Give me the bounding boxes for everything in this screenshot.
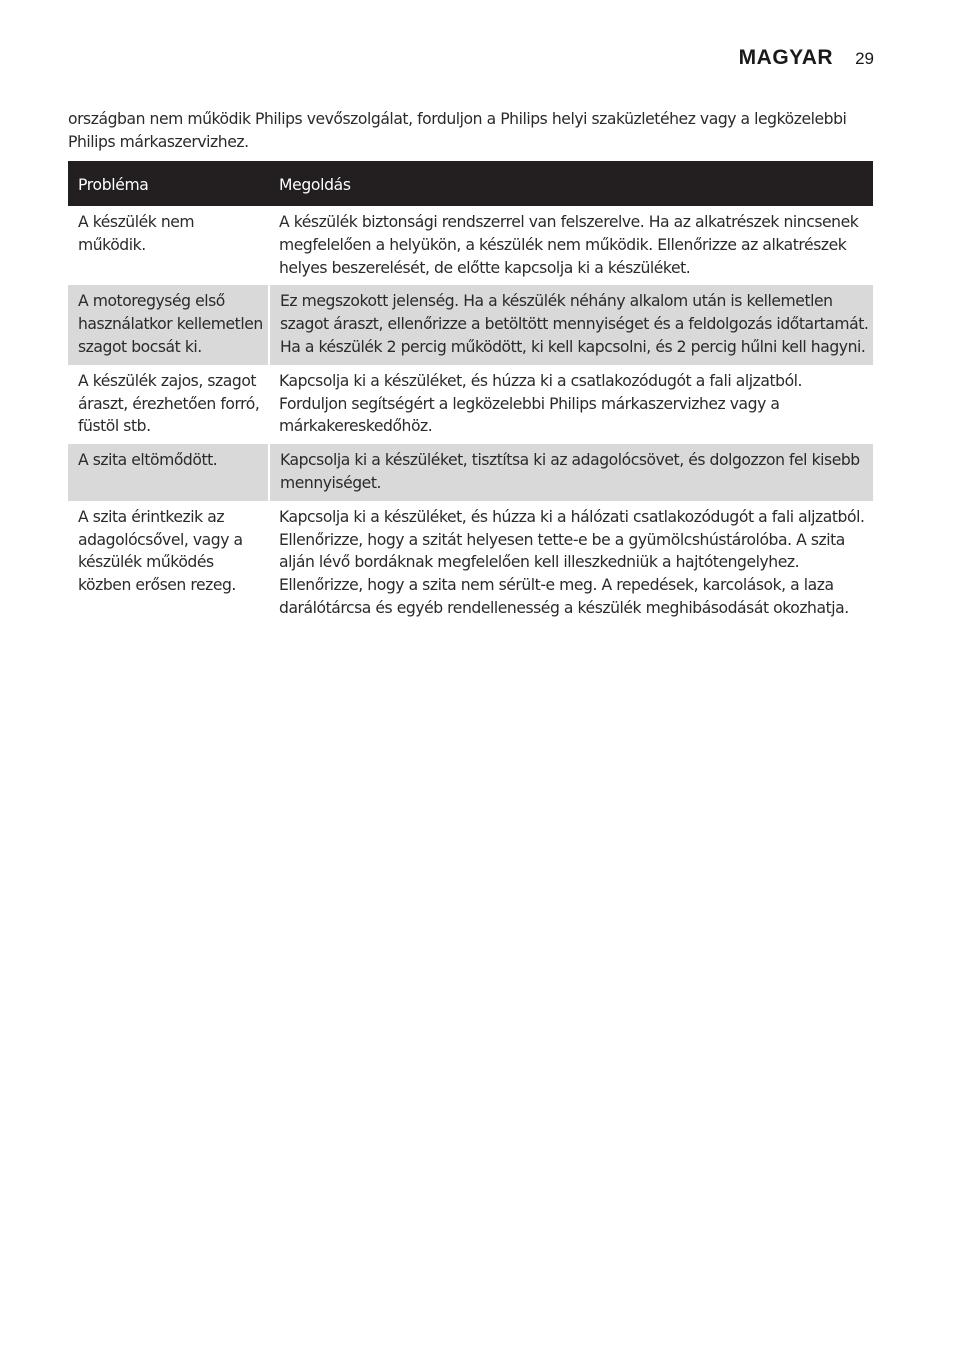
problem-cell: A motoregység első használatkor kellemetlen szagot bocsát ki. — [68, 285, 269, 364]
page-number: 29 — [855, 49, 874, 68]
solution-cell: Kapcsolja ki a készüléket, tisztítsa ki az adagolócsövet, és dolgozzon fel kisebb mennyiséget. — [269, 444, 873, 501]
solution-cell: A készülék biztonsági rendszerrel van felszerelve. Ha az alkatrészek nincsenek megfelelően a helyükön, a készülék nem működik. Ellenőrizze az alkatrészek helyes beszerelését, de előtte kapcsolja ki a készüléket. — [279, 213, 859, 277]
problem-cell: A szita érintkezik az adagolócsővel, vagy a készülék működés közben erősen rezeg. — [78, 507, 243, 595]
table-row — [68, 206, 873, 285]
table-row — [68, 285, 873, 364]
problem-cell: A készülék nem működik. — [78, 213, 195, 254]
problem-cell: A készülék zajos, szagot áraszt, érezhetően forró, füstöl stb. — [78, 371, 260, 436]
table-row — [68, 444, 873, 501]
solution-cell: Kapcsolja ki a készüléket, és húzza ki a hálózati csatlakozódugót a fali aljzatból. Ellenőrizze, hogy a szitát helyesen tette-e be a gyümölcshústárolóba. A szita alján lévő bordáknak megfelelően kell illeszkedniük a hajtótengelyhez. Ellenőrizze, hogy a szita nem sérült-e meg. A repedések, karcolások, a laza darálótárcsa és egyéb rendellenesség a készülék meghibásodását okozhatja. — [279, 507, 865, 617]
table-row — [68, 501, 873, 626]
table-row — [68, 365, 873, 444]
page-header — [739, 46, 874, 70]
problem-cell: A szita eltömődött. — [68, 444, 269, 501]
section-title: MAGYAR — [738, 46, 834, 69]
column-header-problem: Probléma — [68, 161, 269, 206]
table-header-row — [68, 161, 873, 206]
solution-cell: Ez megszokott jelenség. Ha a készülék néhány alkalom után is kellemetlen szagot áraszt, ellenőrizze a betöltött mennyiséget és a feldolgozás időtartamát. Ha a készülék 2 percig működött, ki kell kapcsolni, és 2 percig hűlni kell hagyni. — [269, 285, 873, 364]
troubleshooting-table — [68, 161, 873, 626]
intro-paragraph: országban nem működik Philips vevőszolgálat, forduljon a Philips helyi szaküzletéhez vagy a legközelebbi Philips márkaszervizhez. — [68, 110, 847, 151]
column-header-solution: Megoldás — [269, 161, 873, 206]
solution-cell: Kapcsolja ki a készüléket, és húzza ki a csatlakozódugót a fali aljzatból. Forduljon segítségért a legközelebbi Philips márkaszervizhez vagy a márkakereskedőhöz. — [279, 371, 803, 436]
